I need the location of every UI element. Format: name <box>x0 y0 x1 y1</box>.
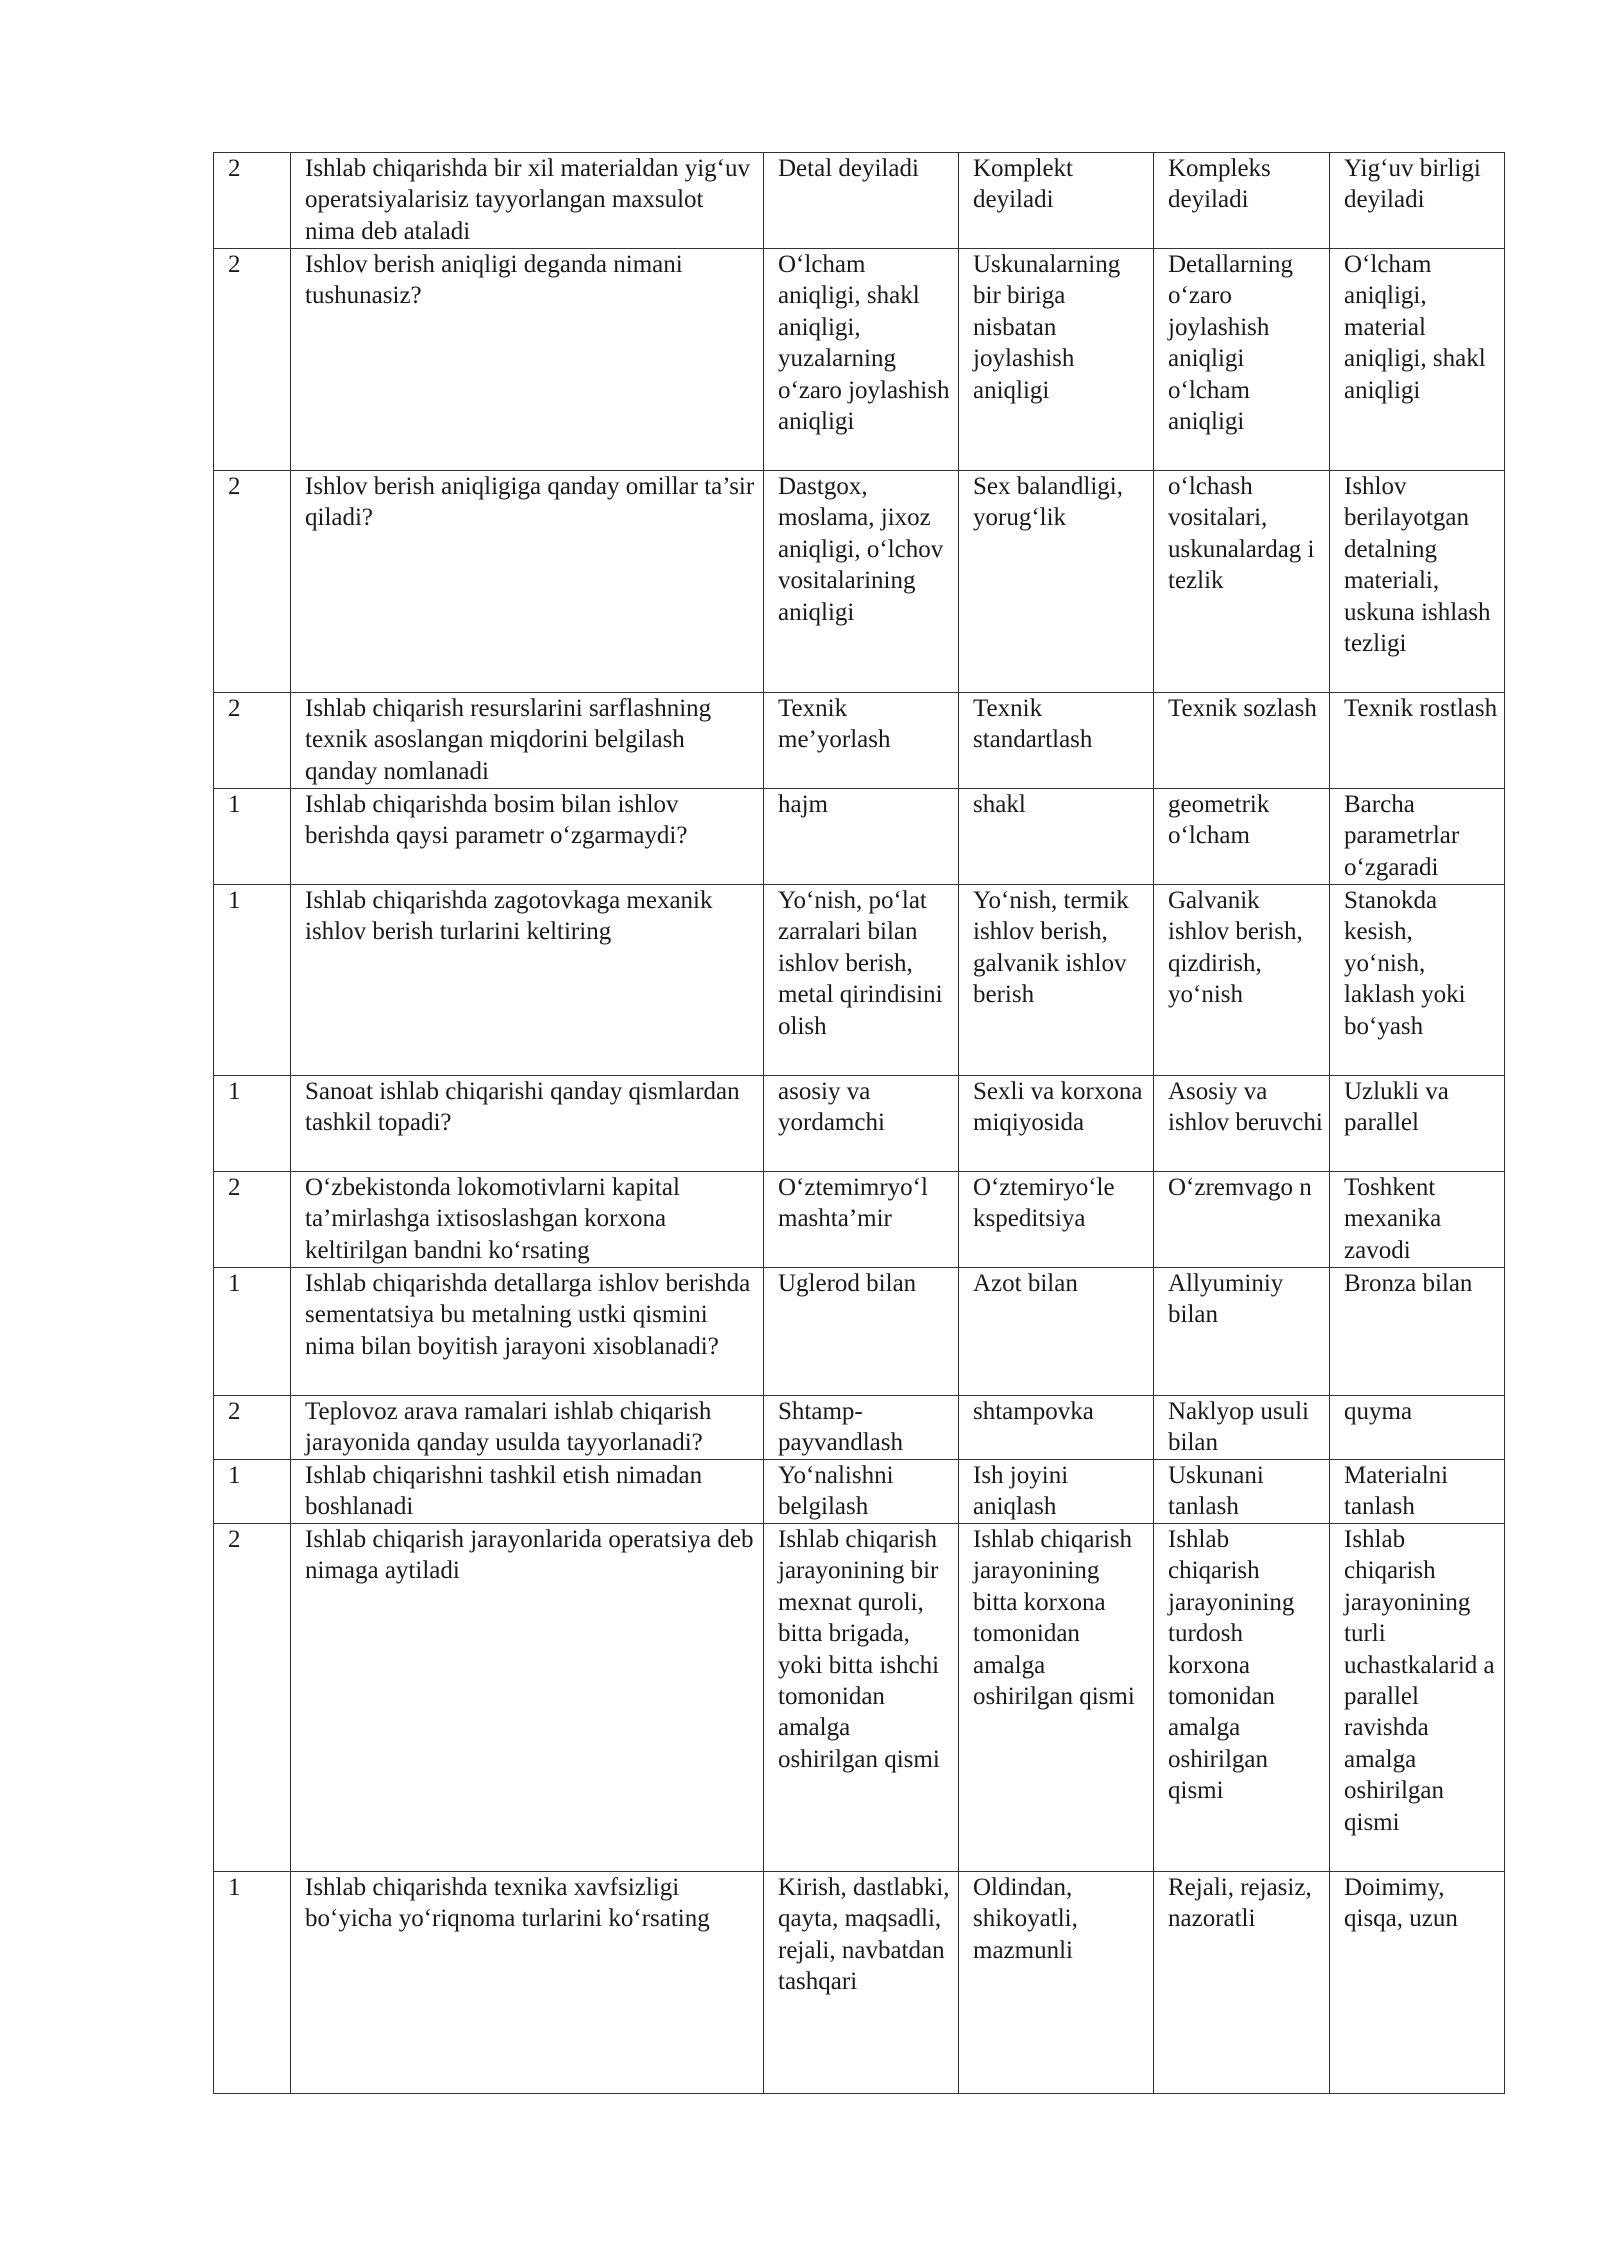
question-cell: O‘zbekistonda lokomotivlarni kapital ta’mirlashga ixtisoslashgan korxona keltirilgan bandni ko‘rsating <box>291 1172 764 1268</box>
difficulty-level-cell: 2 <box>214 153 291 249</box>
option-d-cell: O‘lcham aniqligi, material aniqligi, shakl aniqligi <box>1330 249 1505 471</box>
table-row <box>214 1076 1505 1172</box>
option-a-cell: hajm <box>764 789 959 885</box>
difficulty-level-cell: 2 <box>214 471 291 693</box>
question-cell: Ishlab chiqarishda bir xil materialdan yig‘uv operatsiyalarisiz tayyorlangan maxsulot nima deb ataladi <box>291 153 764 249</box>
table-row <box>214 693 1505 789</box>
table-row <box>214 789 1505 885</box>
option-a-cell: Detal deyiladi <box>764 153 959 249</box>
question-cell: Ishlab chiqarish resurslarini sarflashning texnik asoslangan miqdorini belgilash qanday nomlanadi <box>291 693 764 789</box>
table-row <box>214 249 1505 471</box>
option-a-cell: Yo‘nish, po‘lat zarralari bilan ishlov berish, metal qirindisini olish <box>764 885 959 1076</box>
option-c-cell: geometrik o‘lcham <box>1154 789 1330 885</box>
option-d-cell: Uzlukli va parallel <box>1330 1076 1505 1172</box>
difficulty-level-cell: 1 <box>214 885 291 1076</box>
option-d-cell: Toshkent mexanika zavodi <box>1330 1172 1505 1268</box>
option-d-cell: Materialni tanlash <box>1330 1460 1505 1524</box>
option-d-cell: Doimimy, qisqa, uzun <box>1330 1872 1505 2094</box>
option-b-cell: shtampovka <box>959 1396 1154 1460</box>
option-c-cell: Allyuminiy bilan <box>1154 1268 1330 1396</box>
option-d-cell: Bronza bilan <box>1330 1268 1505 1396</box>
difficulty-level-cell: 1 <box>214 1460 291 1524</box>
question-cell: Ishlov berish aniqligiga qanday omillar ta’sir qiladi? <box>291 471 764 693</box>
difficulty-level-cell: 1 <box>214 1872 291 2094</box>
option-c-cell: Kompleks deyiladi <box>1154 153 1330 249</box>
question-cell: Ishlov berish aniqligi deganda nimani tushunasiz? <box>291 249 764 471</box>
option-d-cell: Stanokda kesish, yo‘nish, laklash yoki bo‘yash <box>1330 885 1505 1076</box>
question-cell: Sanoat ishlab chiqarishi qanday qismlardan tashkil topadi? <box>291 1076 764 1172</box>
option-a-cell: Yo‘nalishni belgilash <box>764 1460 959 1524</box>
option-c-cell: Detallarning o‘zaro joylashish aniqligi o‘lcham aniqligi <box>1154 249 1330 471</box>
option-b-cell: Sex balandligi, yorug‘lik <box>959 471 1154 693</box>
option-a-cell: Texnik me’yorlash <box>764 693 959 789</box>
question-cell: Ishlab chiqarish jarayonlarida operatsiya deb nimaga aytiladi <box>291 1524 764 1872</box>
option-b-cell: Sexli va korxona miqiyosida <box>959 1076 1154 1172</box>
quiz-table-body <box>214 153 1505 2094</box>
question-cell: Ishlab chiqarishda zagotovkaga mexanik ishlov berish turlarini keltiring <box>291 885 764 1076</box>
table-row <box>214 1460 1505 1524</box>
option-c-cell: Texnik sozlash <box>1154 693 1330 789</box>
question-cell: Ishlab chiqarishni tashkil etish nimadan boshlanadi <box>291 1460 764 1524</box>
option-d-cell: quyma <box>1330 1396 1505 1460</box>
option-d-cell: Barcha parametrlar o‘zgaradi <box>1330 789 1505 885</box>
table-row <box>214 471 1505 693</box>
table-row <box>214 1524 1505 1872</box>
table-row <box>214 1872 1505 2094</box>
option-c-cell: Uskunani tanlash <box>1154 1460 1330 1524</box>
option-a-cell: Kirish, dastlabki, qayta, maqsadli, rejali, navbatdan tashqari <box>764 1872 959 2094</box>
difficulty-level-cell: 2 <box>214 693 291 789</box>
quiz-table <box>213 152 1505 2094</box>
option-b-cell: O‘ztemiryo‘le kspeditsiya <box>959 1172 1154 1268</box>
option-a-cell: Ishlab chiqarish jarayonining bir mexnat quroli, bitta brigada, yoki bitta ishchi tomonidan amalga oshirilgan qismi <box>764 1524 959 1872</box>
option-d-cell: Texnik rostlash <box>1330 693 1505 789</box>
question-cell: Ishlab chiqarishda detallarga ishlov berishda sementatsiya bu metalning ustki qismini nima bilan boyitish jarayoni xisoblanadi? <box>291 1268 764 1396</box>
option-c-cell: Naklyop usuli bilan <box>1154 1396 1330 1460</box>
option-b-cell: Komplekt deyiladi <box>959 153 1154 249</box>
option-a-cell: O‘lcham aniqligi, shakl aniqligi, yuzalarning o‘zaro joylashish aniqligi <box>764 249 959 471</box>
table-row <box>214 1396 1505 1460</box>
table-row <box>214 1172 1505 1268</box>
difficulty-level-cell: 1 <box>214 1268 291 1396</box>
table-row <box>214 153 1505 249</box>
option-d-cell: Ishlab chiqarish jarayonining turli uchastkalarid a parallel ravishda amalga oshirilgan qismi <box>1330 1524 1505 1872</box>
question-cell: Ishlab chiqarishda texnika xavfsizligi bo‘yicha yo‘riqnoma turlarini ko‘rsating <box>291 1872 764 2094</box>
option-c-cell: O‘zremvago n <box>1154 1172 1330 1268</box>
option-a-cell: asosiy va yordamchi <box>764 1076 959 1172</box>
option-b-cell: Ishlab chiqarish jarayonining bitta korxona tomonidan amalga oshirilgan qismi <box>959 1524 1154 1872</box>
option-b-cell: Texnik standartlash <box>959 693 1154 789</box>
difficulty-level-cell: 2 <box>214 1396 291 1460</box>
option-a-cell: Dastgox, moslama, jixoz aniqligi, o‘lchov vositalarining aniqligi <box>764 471 959 693</box>
option-b-cell: Oldindan, shikoyatli, mazmunli <box>959 1872 1154 2094</box>
option-a-cell: Shtamp-payvandlash <box>764 1396 959 1460</box>
option-c-cell: Asosiy va ishlov beruvchi <box>1154 1076 1330 1172</box>
option-d-cell: Ishlov berilayotgan detalning materiali, uskuna ishlash tezligi <box>1330 471 1505 693</box>
option-a-cell: O‘ztemimryo‘l mashta’mir <box>764 1172 959 1268</box>
table-row <box>214 885 1505 1076</box>
option-b-cell: shakl <box>959 789 1154 885</box>
difficulty-level-cell: 2 <box>214 1524 291 1872</box>
option-c-cell: Galvanik ishlov berish, qizdirish, yo‘nish <box>1154 885 1330 1076</box>
question-cell: Teplovoz arava ramalari ishlab chiqarish jarayonida qanday usulda tayyorlanadi? <box>291 1396 764 1460</box>
difficulty-level-cell: 1 <box>214 789 291 885</box>
difficulty-level-cell: 2 <box>214 249 291 471</box>
option-b-cell: Yo‘nish, termik ishlov berish, galvanik ishlov berish <box>959 885 1154 1076</box>
option-c-cell: o‘lchash vositalari, uskunalardag i tezlik <box>1154 471 1330 693</box>
difficulty-level-cell: 1 <box>214 1076 291 1172</box>
table-row <box>214 1268 1505 1396</box>
option-b-cell: Uskunalarning bir biriga nisbatan joylashish aniqligi <box>959 249 1154 471</box>
difficulty-level-cell: 2 <box>214 1172 291 1268</box>
option-a-cell: Uglerod bilan <box>764 1268 959 1396</box>
question-cell: Ishlab chiqarishda bosim bilan ishlov berishda qaysi parametr o‘zgarmaydi? <box>291 789 764 885</box>
option-c-cell: Rejali, rejasiz, nazoratli <box>1154 1872 1330 2094</box>
option-c-cell: Ishlab chiqarish jarayonining turdosh korxona tomonidan amalga oshirilgan qismi <box>1154 1524 1330 1872</box>
option-d-cell: Yig‘uv birligi deyiladi <box>1330 153 1505 249</box>
option-b-cell: Ish joyini aniqlash <box>959 1460 1154 1524</box>
option-b-cell: Azot bilan <box>959 1268 1154 1396</box>
